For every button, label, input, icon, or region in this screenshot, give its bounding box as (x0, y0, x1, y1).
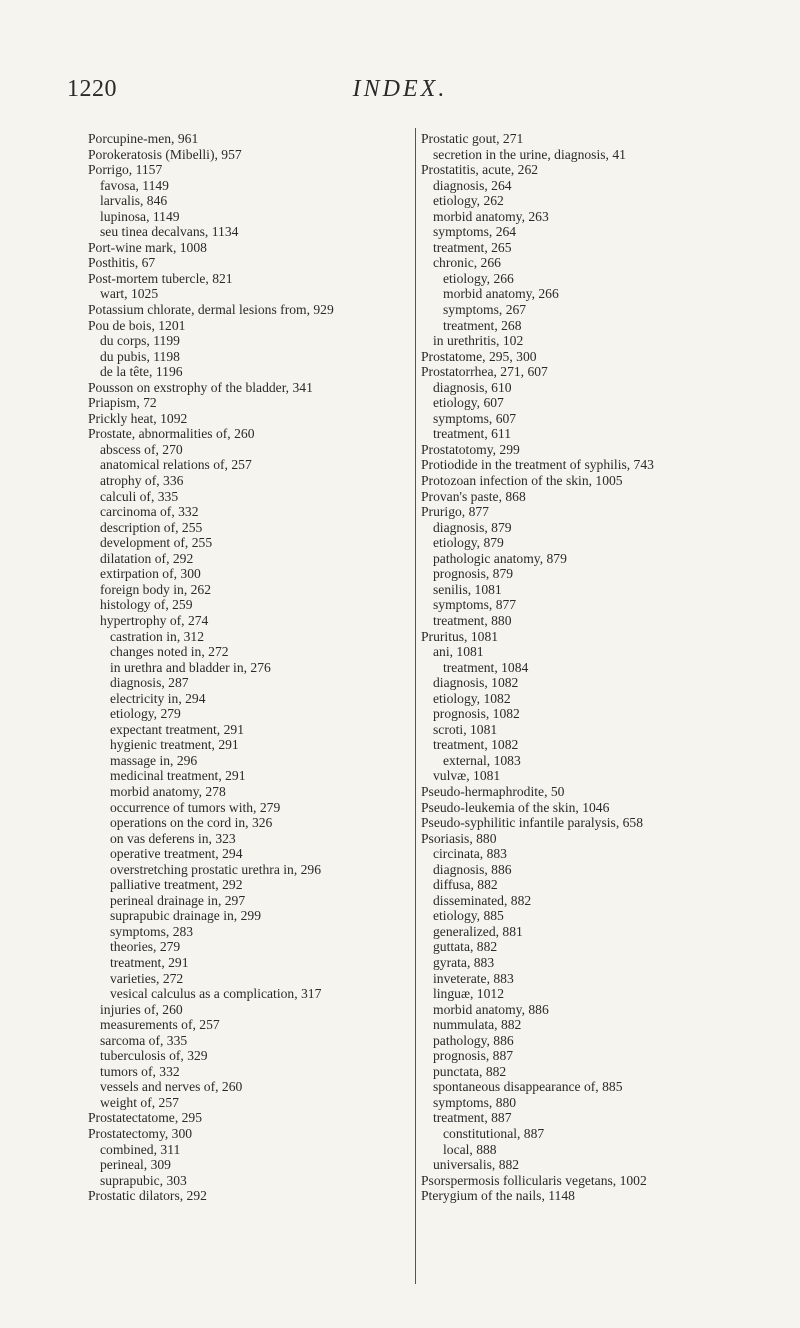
index-entry: dilatation of, 292 (100, 550, 194, 566)
index-entry: Prostatotomy, 299 (421, 441, 520, 457)
index-entry: diagnosis, 264 (433, 177, 512, 193)
index-entry: operative treatment, 294 (110, 846, 243, 862)
index-entry: Prostatic gout, 271 (421, 131, 524, 146)
index-entry: combined, 311 (100, 1141, 181, 1157)
index-entry: Priapism, 72 (88, 395, 157, 411)
index-entry: Pousson on exstrophy of the bladder, 341 (88, 379, 313, 395)
index-entry: etiology, 279 (110, 706, 181, 722)
index-entry: Prostatitis, acute, 262 (421, 162, 539, 178)
index-entry: Prurigo, 877 (421, 504, 489, 520)
index-entry: constitutional, 887 (443, 1126, 545, 1141)
index-entry: Post-mortem tubercle, 821 (88, 270, 233, 286)
index-entry: linguæ, 1012 (433, 986, 504, 1002)
index-entry: palliative treatment, 292 (110, 877, 243, 893)
index-entry: treatment, 1084 (443, 659, 529, 675)
index-entry: treatment, 268 (443, 317, 522, 333)
index-entry: injuries of, 260 (100, 1001, 183, 1017)
index-entry: diagnosis, 879 (433, 519, 512, 535)
index-entry: symptoms, 880 (433, 1094, 517, 1110)
index-entry: etiology, 266 (443, 270, 514, 286)
index-entry: senilis, 1081 (433, 581, 502, 597)
index-entry: ani, 1081 (433, 644, 484, 660)
index-entry: diagnosis, 886 (433, 861, 512, 877)
index-entry: diffusa, 882 (433, 877, 498, 893)
index-entry: diagnosis, 287 (110, 675, 189, 691)
index-entry: Prostate, abnormalities of, 260 (88, 426, 255, 442)
page-number: 1220 (67, 76, 117, 102)
index-entry: vessels and nerves of, 260 (100, 1079, 243, 1095)
index-entry: on vas deferens in, 323 (110, 830, 236, 846)
index-entry: etiology, 885 (433, 908, 504, 924)
index-entry: chronic, 266 (433, 255, 501, 271)
index-entry: Prostatorrhea, 271, 607 (421, 364, 548, 380)
index-entry: perineal drainage in, 297 (110, 892, 246, 908)
index-entry: universalis, 882 (433, 1157, 520, 1173)
index-entry: prognosis, 1082 (433, 706, 520, 722)
index-entry: etiology, 607 (433, 395, 504, 411)
index-entry: symptoms, 267 (443, 302, 527, 318)
index-entry: treatment, 611 (433, 426, 512, 442)
index-entry: external, 1083 (443, 752, 521, 768)
index-entry: atrophy of, 336 (100, 473, 184, 489)
index-entry: occurrence of tumors with, 279 (110, 799, 281, 815)
index-entry: symptoms, 283 (110, 923, 194, 939)
index-entry: suprapubic drainage in, 299 (110, 908, 261, 924)
index-entry: scroti, 1081 (433, 721, 498, 737)
index-entry: in urethra and bladder in, 276 (110, 659, 271, 675)
index-entry: larvalis, 846 (100, 193, 168, 209)
index-entry: operations on the cord in, 326 (110, 815, 273, 831)
index-entry: morbid anatomy, 886 (433, 1001, 549, 1017)
index-entry: Protiodide in the treatment of syphilis, 743 (421, 457, 654, 473)
index-entry: prognosis, 887 (433, 1048, 514, 1064)
index-entry: theories, 279 (110, 939, 181, 955)
index-entry: hypertrophy of, 274 (100, 612, 209, 628)
index-entry: medicinal treatment, 291 (110, 768, 246, 784)
index-entry: Prostatic dilators, 292 (88, 1188, 207, 1204)
index-entry: diagnosis, 610 (433, 379, 512, 395)
index-entry: pathology, 886 (433, 1032, 514, 1048)
index-entry: suprapubic, 303 (100, 1172, 187, 1188)
index-entry: morbid anatomy, 278 (110, 783, 226, 799)
index-entry: foreign body in, 262 (100, 581, 212, 597)
index-entry: favosa, 1149 (100, 177, 169, 193)
index-entry: Prickly heat, 1092 (88, 410, 188, 426)
running-title: INDEX. (352, 76, 448, 102)
index-entry: du corps, 1199 (100, 333, 180, 349)
index-entry: calculi of, 335 (100, 488, 179, 504)
index-entry: nummulata, 882 (433, 1017, 522, 1033)
index-entry: secretion in the urine, diagnosis, 41 (433, 146, 626, 162)
index-entry: Pseudo-leukemia of the skin, 1046 (421, 799, 610, 815)
index-entry: extirpation of, 300 (100, 566, 201, 582)
index-entry: varieties, 272 (110, 970, 184, 986)
index-entry: tumors of, 332 (100, 1063, 180, 1079)
index-entry: Provan's paste, 868 (421, 488, 526, 504)
index-entry: anatomical relations of, 257 (100, 457, 252, 473)
index-entry: Psoriasis, 880 (421, 830, 497, 846)
index-entry: castration in, 312 (110, 628, 205, 644)
index-entry: Prostatectomy, 300 (88, 1126, 193, 1141)
index-entry: Pseudo-hermaphrodite, 50 (421, 783, 565, 799)
index-entry: description of, 255 (100, 519, 203, 535)
index-entry: Psorspermosis follicularis vegetans, 1002 (421, 1172, 647, 1188)
index-entry: symptoms, 877 (433, 597, 517, 613)
index-column-right (421, 131, 791, 1204)
index-entry: etiology, 879 (433, 535, 504, 551)
index-entry: development of, 255 (100, 535, 213, 551)
index-entry: perineal, 309 (100, 1157, 171, 1173)
column-divider (415, 128, 416, 1284)
index-entry: symptoms, 264 (433, 224, 517, 240)
index-entry: Protozoan infection of the skin, 1005 (421, 473, 623, 489)
index-entry: Pseudo-syphilitic infantile paralysis, 658 (421, 815, 644, 831)
index-entry: wart, 1025 (100, 286, 159, 302)
index-entry: treatment, 887 (433, 1110, 512, 1126)
index-entry: Posthitis, 67 (88, 255, 156, 271)
index-entry: guttata, 882 (433, 939, 498, 955)
index-entry: lupinosa, 1149 (100, 208, 180, 224)
index-entry: treatment, 880 (433, 612, 512, 628)
index-entry: massage in, 296 (110, 752, 198, 768)
index-entry: expectant treatment, 291 (110, 721, 244, 737)
index-entry: Port-wine mark, 1008 (88, 239, 207, 255)
index-entry: Pou de bois, 1201 (88, 317, 186, 333)
index-entry: vesical calculus as a complication, 317 (110, 986, 322, 1002)
index-entry: Porrigo, 1157 (88, 162, 163, 178)
index-entry: etiology, 262 (433, 193, 504, 209)
index-entry: overstretching prostatic urethra in, 296 (110, 861, 322, 877)
index-entry: hygienic treatment, 291 (110, 737, 239, 753)
index-entry: abscess of, 270 (100, 441, 183, 457)
index-entry: Potassium chlorate, dermal lesions from, 929 (88, 302, 334, 318)
index-entry: etiology, 1082 (433, 690, 511, 706)
index-entry: punctata, 882 (433, 1063, 507, 1079)
index-entry: weight of, 257 (100, 1094, 179, 1110)
index-entry: circinata, 883 (433, 846, 507, 862)
index-entry: morbid anatomy, 266 (443, 286, 559, 302)
index-entry: gyrata, 883 (433, 954, 495, 970)
index-entry: diagnosis, 1082 (433, 675, 519, 691)
index-entry: pathologic anatomy, 879 (433, 550, 567, 566)
index-entry: in urethritis, 102 (433, 333, 524, 349)
index-entry: vulvæ, 1081 (433, 768, 501, 784)
index-entry: electricity in, 294 (110, 690, 206, 706)
index-entry: treatment, 291 (110, 954, 189, 970)
index-entry: measurements of, 257 (100, 1017, 220, 1033)
index-entry: changes noted in, 272 (110, 644, 229, 660)
index-entry: histology of, 259 (100, 597, 193, 613)
index-column-left (88, 131, 428, 1204)
index-entry: sarcoma of, 335 (100, 1032, 188, 1048)
index-entry: seu tinea decalvans, 1134 (100, 224, 239, 240)
index-entry: symptoms, 607 (433, 410, 517, 426)
index-entry: Porcupine-men, 961 (88, 131, 199, 146)
index-entry: tuberculosis of, 329 (100, 1048, 208, 1064)
index-entry: du pubis, 1198 (100, 348, 180, 364)
index-entry: morbid anatomy, 263 (433, 208, 549, 224)
index-entry: carcinoma of, 332 (100, 504, 199, 520)
index-entry: Prostatome, 295, 300 (421, 348, 537, 364)
index-entry: Pterygium of the nails, 1148 (421, 1188, 575, 1204)
index-entry: treatment, 1082 (433, 737, 519, 753)
index-entry: Porokeratosis (Mibelli), 957 (88, 146, 242, 162)
index-entry: treatment, 265 (433, 239, 512, 255)
index-entry: inveterate, 883 (433, 970, 514, 986)
index-entry: spontaneous disappearance of, 885 (433, 1079, 623, 1095)
index-entry: Prostatectatome, 295 (88, 1110, 203, 1126)
index-entry: de la tête, 1196 (100, 364, 183, 380)
index-entry: generalized, 881 (433, 923, 523, 939)
index-entry: prognosis, 879 (433, 566, 514, 582)
index-entry: local, 888 (443, 1141, 497, 1157)
index-entry: disseminated, 882 (433, 892, 532, 908)
index-entry: Pruritus, 1081 (421, 628, 499, 644)
page-header (0, 76, 800, 110)
